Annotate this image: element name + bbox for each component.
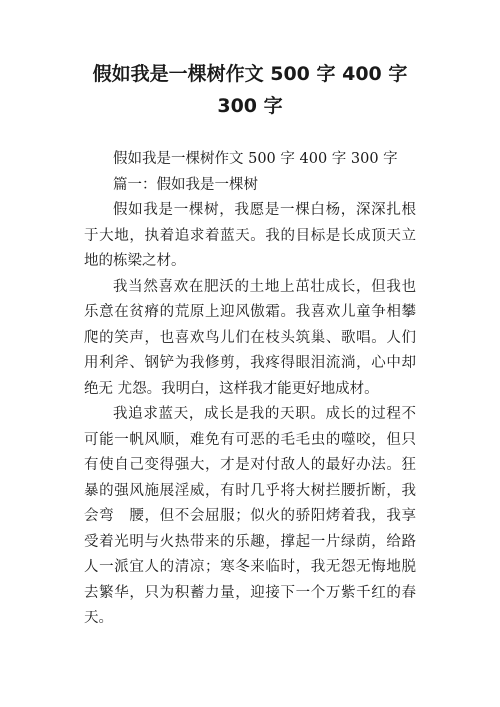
body-paragraph: 我追求蓝天，成长是我的天职。成长的过程不可能一帆风顺，难免有可恶的毛毛虫的噬咬，但只有使自己变得强大，才是对付敌人的最好办法。狂暴的强风施展淫威，有时几乎将大树拦腰折断，我会弯 腰，但不会屈服；似火的骄阳烤着我，我享受着光明与火热带来的乐趣，撑起一片绿荫，给路人一派宜人的清凉；寒冬来临时，我无怨无悔地脱去繁华，只为积蓄力量，迎接下一个万紫千红的春天。 [84, 406, 416, 626]
title-line-1: 假如我是一棵树作文 500 字 400 字 [92, 63, 408, 85]
document-body [84, 147, 416, 632]
body-paragraph: 我当然喜欢在肥沃的土地上茁壮成长，但我也乐意在贫瘠的荒原上迎风傲霜。我喜欢儿童争相攀爬的笑声，也喜欢鸟儿们在枝头筑巢、歌唱。人们用利斧、钢铲为我修剪，我疼得眼泪流淌，心中却绝无 尤怨。我明白，这样我才能更好地成材。 [84, 278, 416, 397]
section-heading: 篇一：假如我是一棵树 [113, 176, 258, 193]
document-title [60, 58, 440, 122]
body-paragraph: 假如我是一棵树，我愿是一棵白杨，深深扎根于大地，执着追求着蓝天。我的目标是长成顶天立地的栋梁之材。 [84, 202, 416, 269]
subtitle-paragraph: 假如我是一棵树作文 500 字 400 字 300 字 [113, 151, 398, 167]
title-line-2: 300 字 [217, 95, 283, 117]
